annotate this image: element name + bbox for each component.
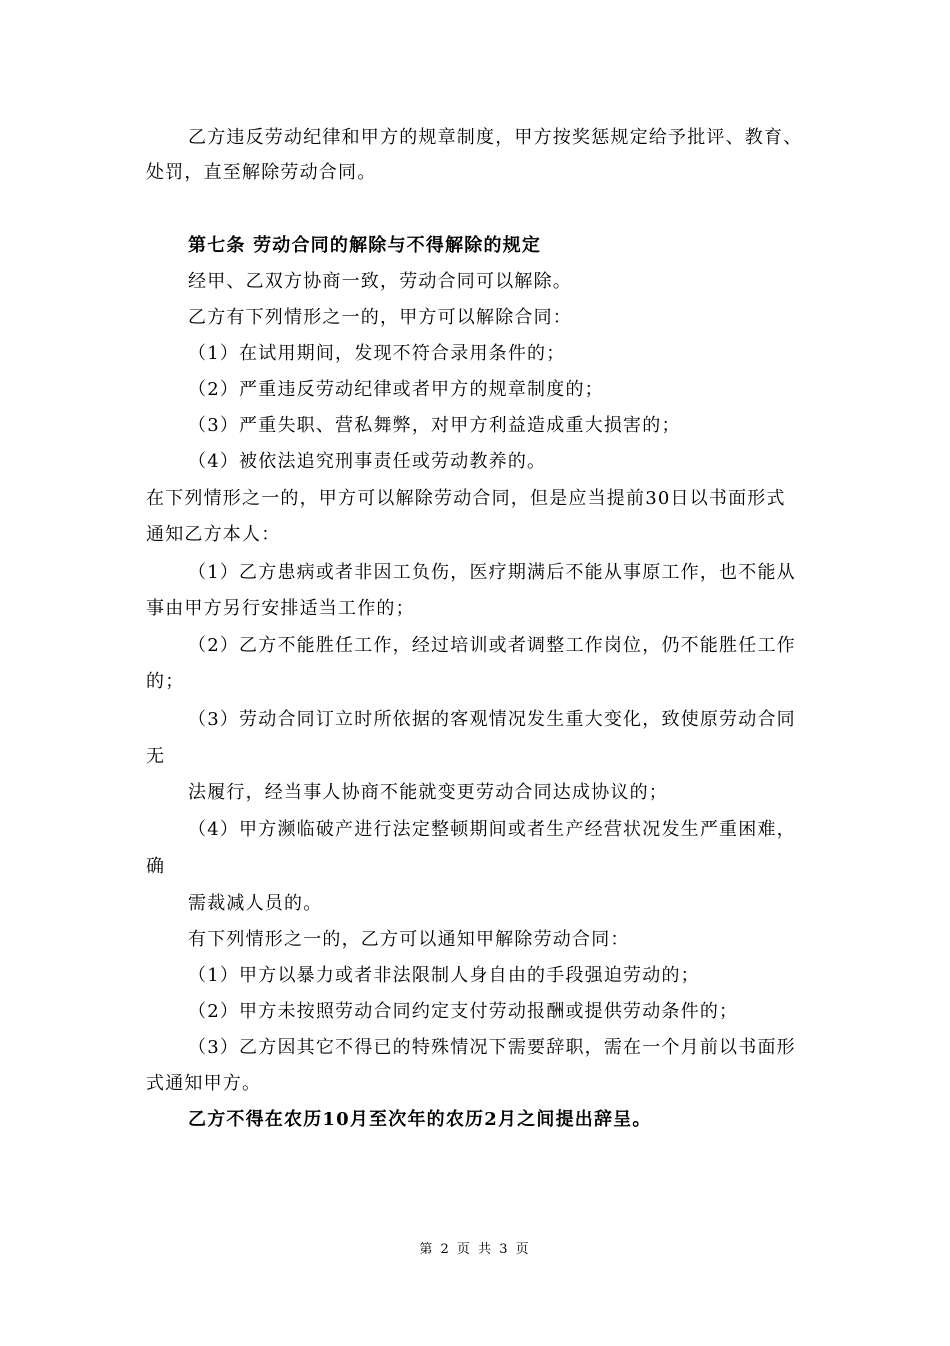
list-item: （4）甲方濒临破产进行法定整顿期间或者生产经营状况发生严重困难， [188,819,796,840]
list-item: 的； [146,671,185,692]
list-item: 法履行，经当事人协商不能就变更劳动合同达成协议的； [188,782,668,803]
list-item: （3）严重失职、营私舞弊，对甲方利益造成重大损害的； [188,415,681,436]
paragraph-line: 乙方违反劳动纪律和甲方的规章制度，甲方按奖惩规定给予批评、教育、 [188,127,803,148]
paragraph-line: 通知乙方本人： [146,524,281,545]
restriction-clause: 乙方不得在农历10月至次年的农历2月之间提出辞呈。 [188,1109,652,1130]
list-item: 式通知甲方。 [146,1073,262,1094]
paragraph-line: 经甲、乙双方协商一致，劳动合同可以解除。 [188,271,572,292]
list-item: （2）严重违反劳动纪律或者甲方的规章制度的； [188,379,604,400]
page-number-footer: 第 2 页 共 3 页 [419,1242,531,1257]
list-item: 无 [146,746,166,767]
list-item: （2）乙方不能胜任工作，经过培训或者调整工作岗位，仍不能胜任工作 [188,635,796,656]
paragraph-line: 有下列情形之一的，乙方可以通知甲解除劳动合同： [188,929,630,950]
list-item: （1）乙方患病或者非因工负伤，医疗期满后不能从事原工作，也不能从 [188,562,796,583]
list-item: （2）甲方未按照劳动合同约定支付劳动报酬或提供劳动条件的； [188,1001,739,1022]
paragraph-line: 处罚，直至解除劳动合同。 [146,162,377,183]
list-item: （1）在试用期间，发现不符合录用条件的； [188,343,566,364]
list-item: 事由甲方另行安排适当工作的； [146,598,415,619]
list-item: 确 [146,856,166,877]
list-item: （1）甲方以暴力或者非法限制人身自由的手段强迫劳动的； [188,965,700,986]
list-item: （3）乙方因其它不得已的特殊情况下需要辞职，需在一个月前以书面形 [188,1037,796,1058]
list-item: （4）被依法追究刑事责任或劳动教养的。 [188,451,547,472]
paragraph-line: 在下列情形之一的，甲方可以解除劳动合同，但是应当提前30日以书面形式 [146,488,786,509]
article-heading: 第七条 劳动合同的解除与不得解除的规定 [188,235,542,256]
list-item: 需裁减人员的。 [188,893,323,914]
list-item: （3）劳动合同订立时所依据的客观情况发生重大变化，致使原劳动合同 [188,709,796,730]
paragraph-line: 乙方有下列情形之一的，甲方可以解除合同： [188,307,572,328]
